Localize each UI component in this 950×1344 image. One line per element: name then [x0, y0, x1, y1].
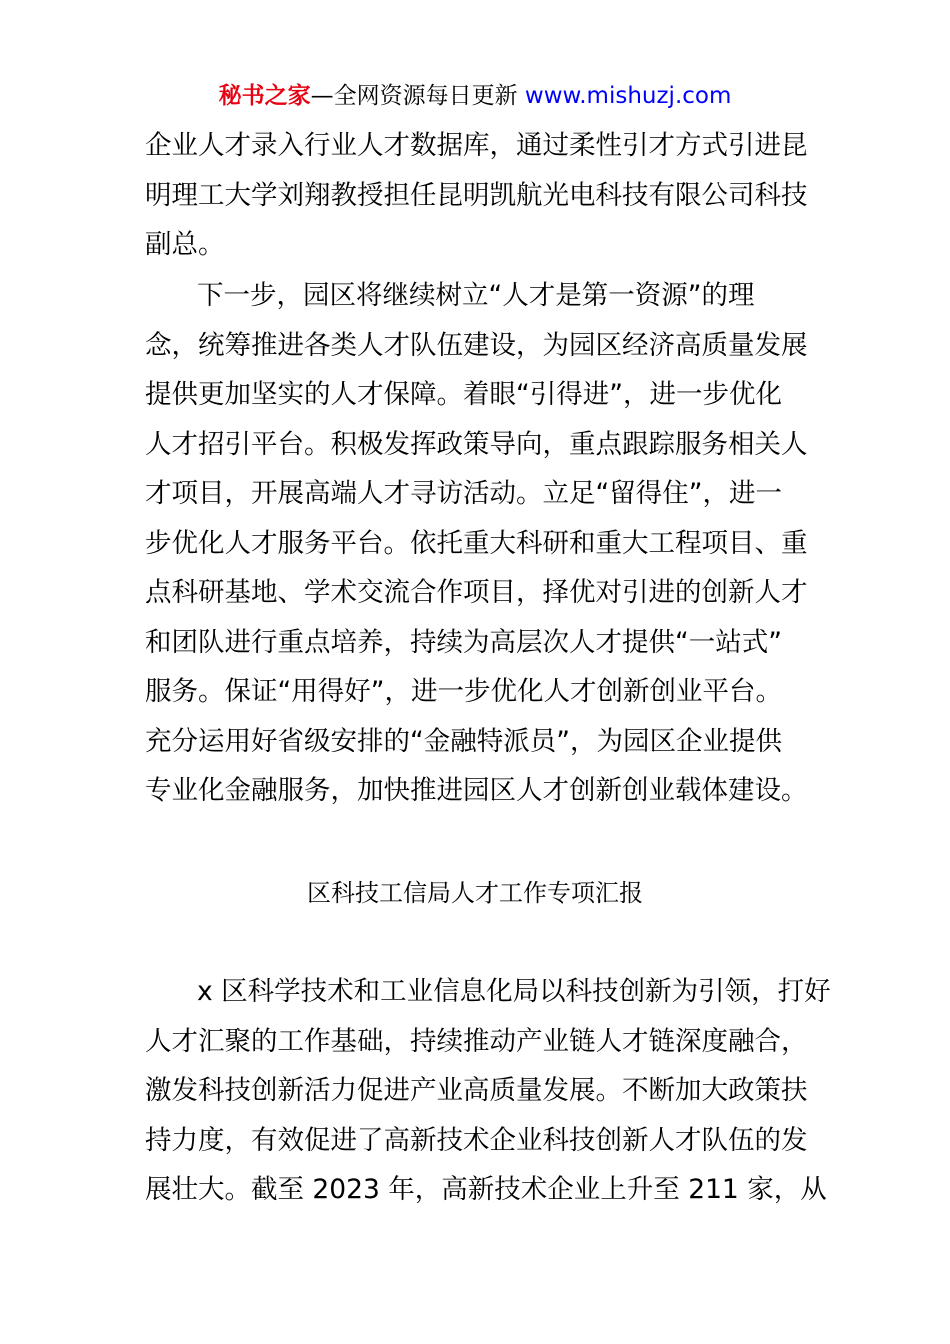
paragraph-line: 念，统筹推进各类人才队伍建设，为园区经济高质量发展 — [145, 330, 808, 361]
paragraph-line: 人才汇聚的工作基础，持续推动产业链人才链深度融合， — [145, 1026, 808, 1057]
paragraph-line: 服务。保证“用得好”，进一步优化人才创新创业平台。 — [145, 676, 782, 707]
paragraph-line: 持力度，有效促进了高新技术企业科技创新人才队伍的发 — [145, 1125, 808, 1156]
paragraph-line: 和团队进行重点培养，持续为高层次人才提供“一站式” — [145, 627, 782, 658]
paragraph-line: 步优化人才服务平台。依托重大科研和重大工程项目、重 — [145, 528, 808, 559]
paragraph-line: 下一步，园区将继续树立“人才是第一资源”的理 — [197, 280, 755, 311]
header-brand: 秘书之家 — [218, 83, 311, 109]
paragraph-line: 专业化金融服务，加快推进园区人才创新创业载体建设。 — [145, 775, 808, 806]
page-header — [0, 80, 950, 112]
paragraph-line: 充分运用好省级安排的“金融特派员”，为园区企业提供 — [145, 726, 782, 757]
paragraph-line: 点科研基地、学术交流合作项目，择优对引进的创新人才 — [145, 577, 808, 608]
header-url-link[interactable]: www.mishuzj.com — [524, 83, 732, 109]
paragraph-line: 副总。 — [145, 229, 225, 260]
paragraph-line: 人才招引平台。积极发挥政策导向，重点跟踪服务相关人 — [145, 429, 808, 460]
paragraph-line: 展壮大。截至 2023 年，高新技术企业上升至 211 家，从 — [145, 1174, 827, 1205]
paragraph-line: 激发科技创新活力促进产业高质量发展。不断加大政策扶 — [145, 1075, 808, 1106]
paragraph-line: x 区科学技术和工业信息化局以科技创新为引领，打好 — [197, 976, 831, 1007]
section-title: 区科技工信局人才工作专项汇报 — [307, 879, 643, 907]
header-tagline: —全网资源每日更新 — [310, 83, 518, 109]
paragraph-line: 明理工大学刘翔教授担任昆明凯航光电科技有限公司科技 — [145, 180, 808, 211]
paragraph-line: 才项目，开展高端人才寻访活动。立足“留得住”，进一 — [145, 478, 782, 509]
paragraph-line: 企业人才录入行业人才数据库，通过柔性引才方式引进昆 — [145, 130, 808, 161]
paragraph-line: 提供更加坚实的人才保障。着眼“引得进”，进一步优化 — [145, 379, 782, 410]
